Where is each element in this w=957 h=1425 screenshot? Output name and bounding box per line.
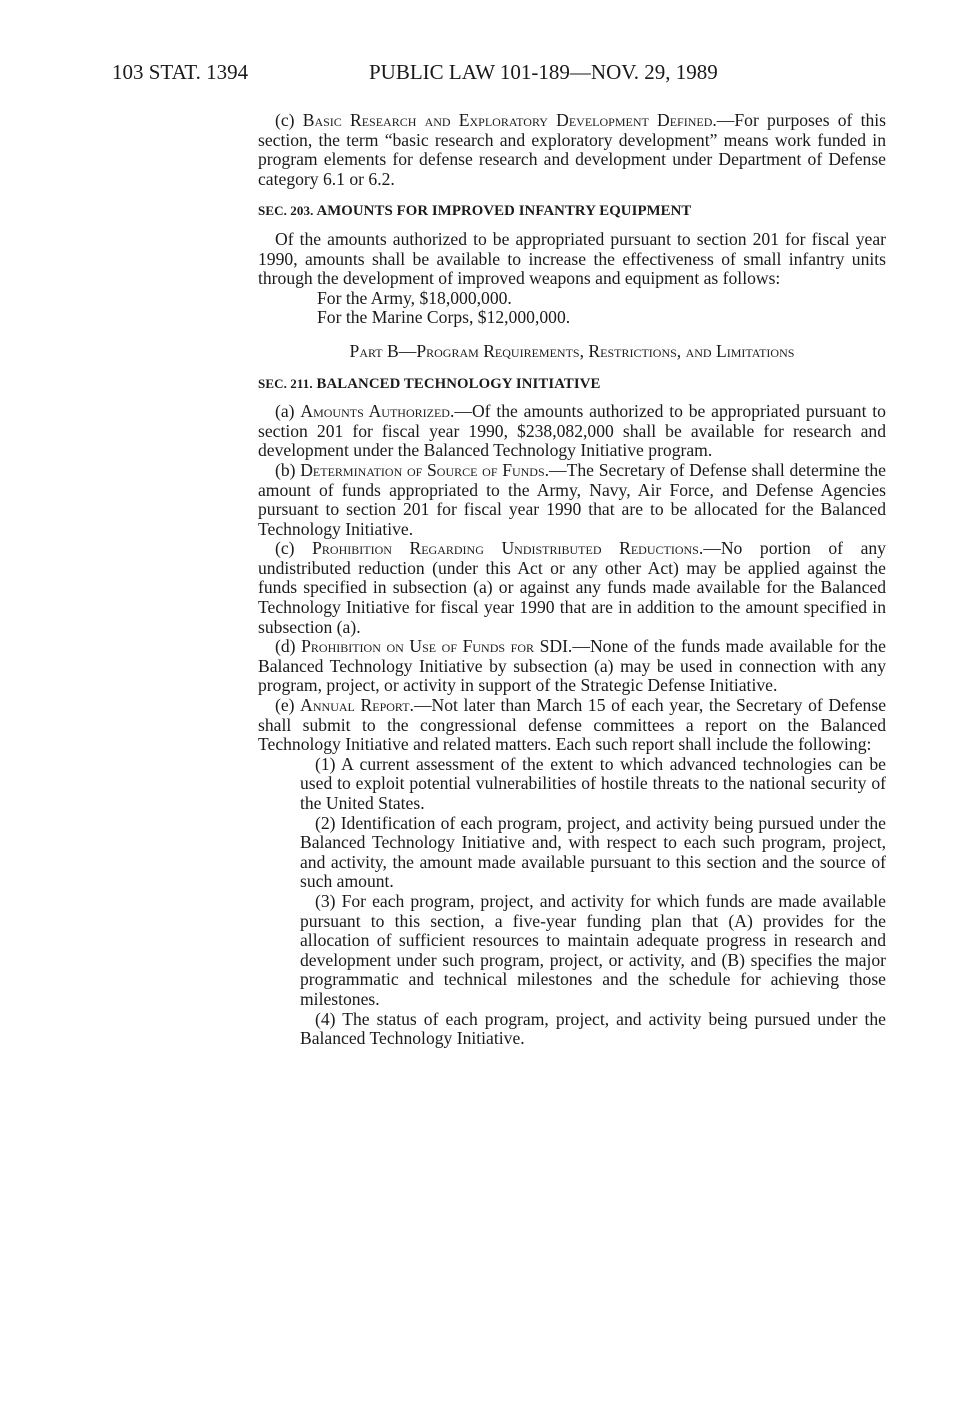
part-b-heading: Part B—Program Requirements, Restrictions, and Limitations [349, 340, 795, 361]
section-203-heading [258, 201, 886, 222]
subsection-label: (e) [275, 695, 295, 716]
subsection-label: (c) [275, 110, 295, 130]
subsection-c [258, 539, 886, 637]
subsection-c-definition [258, 111, 886, 189]
subsection-label: (b) [275, 459, 296, 480]
subsection-text: —Not later than March 15 of each year, the Secretary of Defense shall submit to the congressional defense committees a report on the Balanced Technology Initiative and related matters. Each such report shall include the following: [258, 695, 887, 755]
amount-army: For the Army, $18,000,000. [317, 287, 512, 308]
stat-reference: 103 STAT. 1394 [112, 60, 249, 84]
section-203-text: Of the amounts authorized to be appropriated pursuant to section 201 for fiscal year 1990, amounts shall be available to increase the effectiveness of small infantry units through the development of improved weapons and equipment as follows: [258, 228, 886, 289]
report-item-4: (4) The status of each program, project, and activity being pursued under the Balanced Technology Initiative. [300, 1008, 886, 1049]
subsection-heading: Prohibition on Use of Funds for SDI. [301, 636, 573, 657]
section-211-heading [258, 374, 886, 395]
subsection-text: —For purposes of this section, the term “basic research and exploratory development” means work funded in program elements for defense research and development under Department of Defense category 6.1 or 6.2. [258, 110, 886, 189]
subsection-label: (a) [275, 401, 295, 422]
subsection-b [258, 461, 886, 539]
law-reference: PUBLIC LAW 101-189—NOV. 29, 1989 [369, 60, 718, 84]
subsection-heading: Determination of Source of Funds. [300, 459, 550, 480]
report-item-1: (1) A current assessment of the extent to which advanced technologies can be used to exploit potential vulnerabilities of hostile threats to the national security of the United States. [300, 753, 886, 813]
subsection-text: —No portion of any undistributed reduction (under this Act or any other Act) may be applied against the funds specified in subsection (a) or against any funds made available for the Balanced Technology Initiative for fiscal year 1990 that are in addition to the amount specified in subsection (a). [258, 538, 886, 637]
subsection-text: —The Secretary of Defense shall determine the amount of funds appropriated to the Army, Navy, Air Force, and Defense Agencies pursuant to section 201 for fiscal year 1990 that are to be allocated for the Balanced Technology Initiative. [258, 459, 886, 539]
subsection-heading: Annual Report. [300, 695, 414, 716]
report-item-3: (3) For each program, project, and activity for which funds are made available pursuant to this section, a five-year funding plan that (A) provides for the allocation of sufficient resources to maintain adequate progress in research and development under such program, project, or activity, and (B) specifies the major programmatic and technical milestones and the schedule for achieving those milestones. [300, 890, 886, 1009]
page-body [258, 111, 886, 1049]
subsection-heading: Amounts Authorized. [300, 401, 455, 422]
subsection-e [258, 696, 886, 755]
subsection-label: (c) [275, 538, 295, 559]
section-number: SEC. 203. [258, 203, 314, 219]
amount-marine-corps: For the Marine Corps, $12,000,000. [317, 307, 571, 328]
section-number: SEC. 211. [258, 375, 313, 391]
subsection-text: —None of the funds made available for the Balanced Technology Initiative by subsection (a) may be used in connection with any program, project, or activity in support of the Strategic Defense Initiative. [258, 636, 886, 696]
subsection-heading: Basic Research and Exploratory Development Defined. [302, 110, 717, 130]
subsection-label: (d) [275, 636, 296, 657]
subsection-d [258, 637, 886, 696]
report-item-2: (2) Identification of each program, project, and activity being pursued under the Balanced Technology Initiative and, with respect to each such program, project, and activity, the amount made available pursuant to this section and the source of such amount. [300, 812, 886, 892]
section-title: AMOUNTS FOR IMPROVED INFANTRY EQUIPMENT [316, 203, 692, 220]
subsection-heading: Prohibition Regarding Undistributed Reductions. [312, 538, 704, 559]
section-title: BALANCED TECHNOLOGY INITIATIVE [316, 375, 601, 392]
subsection-a [258, 402, 886, 461]
subsection-text: —Of the amounts authorized to be appropriated pursuant to section 201 for fiscal year 1990, $238,082,000 shall be available for research and development under the Balanced Technology Initiative program. [258, 401, 886, 461]
